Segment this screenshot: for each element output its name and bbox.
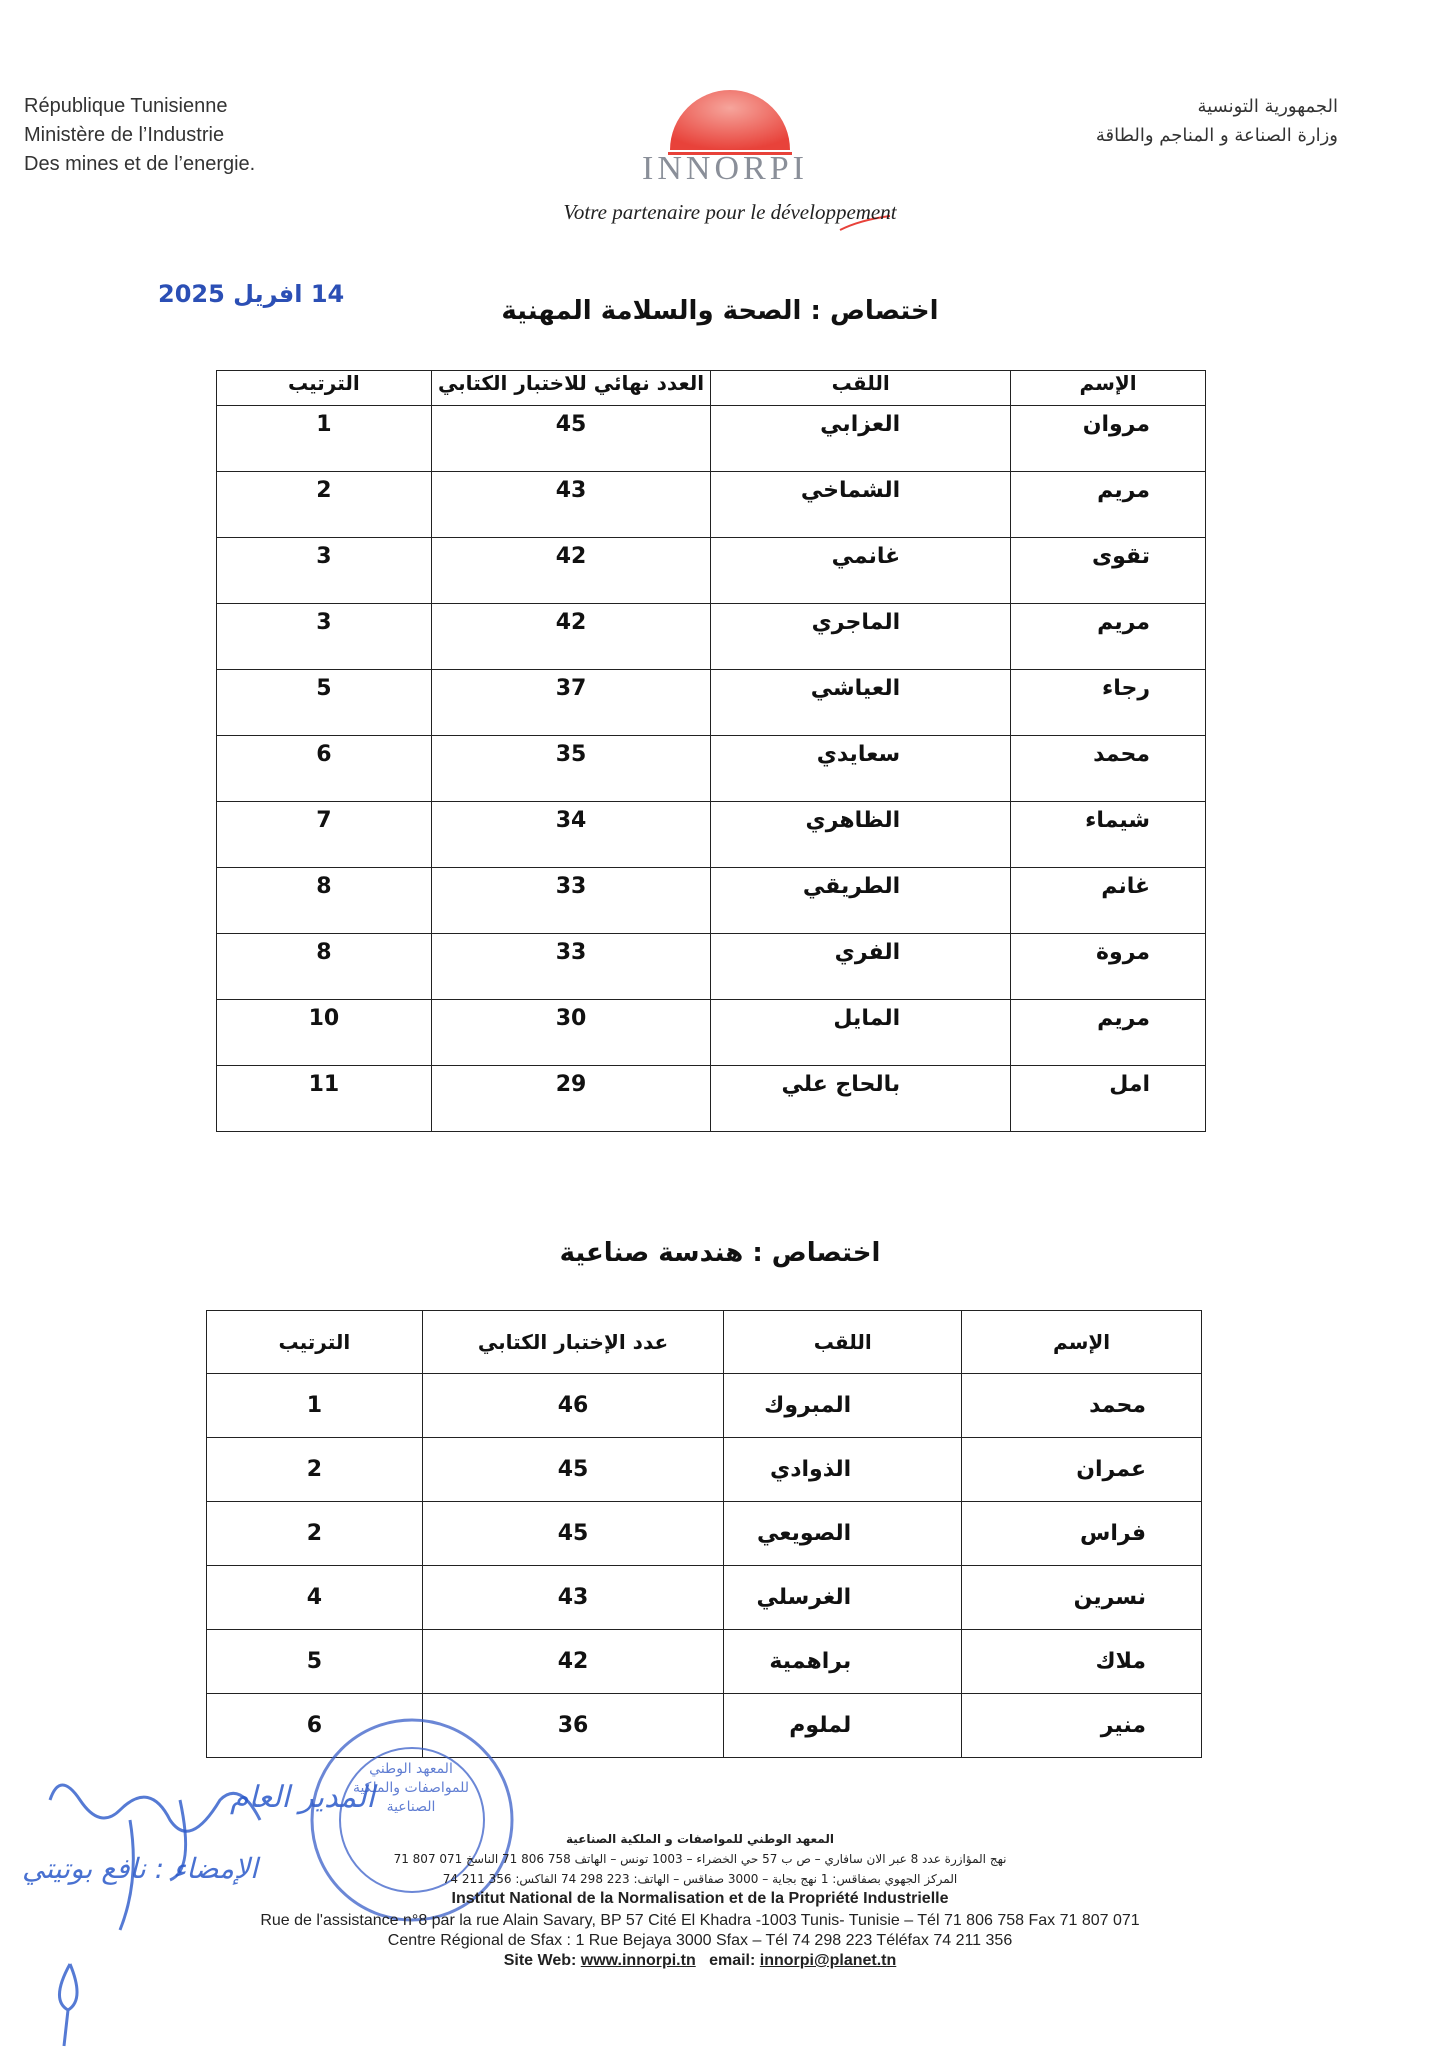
cell-last-name: الفري [711, 934, 1011, 1000]
cell-last-name: الشماخي [711, 472, 1011, 538]
cell-score: 35 [431, 736, 711, 802]
cell-rank: 7 [217, 802, 432, 868]
cell-score: 33 [431, 934, 711, 1000]
column-header: عدد الإختبار الكتابي [422, 1311, 724, 1374]
cell-score: 36 [422, 1694, 724, 1758]
cell-last-name: العزابي [711, 406, 1011, 472]
cell-score: 45 [431, 406, 711, 472]
email-label: email: [709, 1952, 756, 1969]
cell-last-name: سعايدي [711, 736, 1011, 802]
table-row [217, 868, 1206, 934]
cell-first-name: فراس [962, 1502, 1202, 1566]
signature-name: الإمضاء : نافع بوتيتي [22, 1852, 258, 1885]
site-link[interactable]: www.innorpi.tn [580, 1952, 696, 1969]
cell-last-name: الطريقي [711, 868, 1011, 934]
cell-last-name: لملوم [724, 1694, 962, 1758]
table-row [217, 538, 1206, 604]
cell-last-name: العياشي [711, 670, 1011, 736]
cell-first-name: امل [1011, 1066, 1206, 1132]
cell-last-name: غانمي [711, 538, 1011, 604]
footer-fr-line: Institut National de la Normalisation et de la Propriété Industrielle [451, 1890, 949, 1907]
brand-name: INNORPI [642, 150, 808, 187]
table-row [207, 1502, 1202, 1566]
cell-last-name: المايل [711, 1000, 1011, 1066]
cell-rank: 1 [207, 1374, 423, 1438]
table-row [217, 670, 1206, 736]
cell-first-name: منير [962, 1694, 1202, 1758]
cell-rank: 3 [217, 604, 432, 670]
cell-score: 29 [431, 1066, 711, 1132]
table-row [217, 934, 1206, 1000]
cell-last-name: براهمية [724, 1630, 962, 1694]
cell-first-name: مريم [1011, 604, 1206, 670]
cell-last-name: بالحاج علي [711, 1066, 1011, 1132]
footer-fr-line: Centre Régional de Sfax : 1 Rue Bejaya 3000 Sfax – Tél 74 298 223 Téléfax 74 211 356 [387, 1932, 1013, 1949]
table-row [207, 1630, 1202, 1694]
cell-first-name: مروة [1011, 934, 1206, 1000]
column-header: اللقب [724, 1311, 962, 1374]
header-ar-line: الجمهورية التونسية [1197, 96, 1338, 117]
cell-last-name: الذوادي [724, 1438, 962, 1502]
header-fr-line: Des mines et de l’energie. [24, 153, 256, 175]
header-ar-line: وزارة الصناعة و المناجم والطاقة [1095, 125, 1338, 146]
cell-first-name: رجاء [1011, 670, 1206, 736]
header-fr-line: Ministère de l’Industrie [24, 124, 225, 146]
cell-first-name: ملاك [962, 1630, 1202, 1694]
header-ar-block [1096, 92, 1338, 150]
table-row [217, 472, 1206, 538]
cell-last-name: الصويعي [724, 1502, 962, 1566]
cell-rank: 10 [217, 1000, 432, 1066]
cell-score: 43 [431, 472, 711, 538]
footer-contact [200, 1952, 1200, 1970]
cell-last-name: المبروك [724, 1374, 962, 1438]
cell-score: 42 [431, 538, 711, 604]
cell-first-name: مريم [1011, 472, 1206, 538]
cell-score: 37 [431, 670, 711, 736]
cell-score: 33 [431, 868, 711, 934]
table-header-row [207, 1311, 1202, 1374]
section2-title: اختصاص : هندسة صناعية [559, 1238, 881, 1268]
stamp-text: المعهد الوطني للمواصفات والملكية الصناعية [352, 1761, 470, 1815]
cell-rank: 2 [217, 472, 432, 538]
table-row [217, 736, 1206, 802]
initial-scribble-icon [40, 1960, 100, 2048]
cell-score: 45 [422, 1502, 724, 1566]
cell-rank: 2 [207, 1502, 423, 1566]
column-header: الترتيب [217, 371, 432, 406]
cell-first-name: محمد [962, 1374, 1202, 1438]
cell-score: 46 [422, 1374, 724, 1438]
document-date: 14 افريل 2025 [158, 280, 345, 308]
column-header: الإسم [962, 1311, 1202, 1374]
cell-last-name: الماجري [711, 604, 1011, 670]
brand-tagline: Votre partenaire pour le développement [563, 200, 897, 224]
table-row [217, 406, 1206, 472]
cell-rank: 5 [217, 670, 432, 736]
cell-last-name: الظاهري [711, 802, 1011, 868]
cell-rank: 3 [217, 538, 432, 604]
section2-table [206, 1310, 1202, 1758]
table-row [207, 1374, 1202, 1438]
footer-fr-line: Rue de l'assistance n°8 par la rue Alain Savary, BP 57 Cité El Khadra -1003 Tunis- Tunisie – Tél 71 806 758 Fax 71 807 071 [260, 1912, 1140, 1929]
footer-ar-line: المعهد الوطني للمواصفات و الملكية الصناعية [566, 1832, 834, 1846]
cell-score: 43 [422, 1566, 724, 1630]
cell-rank: 6 [207, 1694, 423, 1758]
cell-first-name: غانم [1011, 868, 1206, 934]
cell-rank: 11 [217, 1066, 432, 1132]
cell-first-name: مروان [1011, 406, 1206, 472]
cell-first-name: شيماء [1011, 802, 1206, 868]
signature-title: المدير العام [230, 1780, 375, 1815]
email-link[interactable]: innorpi@planet.tn [759, 1952, 897, 1969]
cell-rank: 5 [207, 1630, 423, 1694]
cell-first-name: عمران [962, 1438, 1202, 1502]
cell-rank: 1 [217, 406, 432, 472]
table-row [217, 1000, 1206, 1066]
table-row [207, 1438, 1202, 1502]
cell-score: 42 [422, 1630, 724, 1694]
column-header: العدد نهائي للاختبار الكتابي [431, 371, 711, 406]
cell-first-name: مريم [1011, 1000, 1206, 1066]
header-fr-line: République Tunisienne [24, 95, 228, 117]
cell-score: 45 [422, 1438, 724, 1502]
section1-title: اختصاص : الصحة والسلامة المهنية [501, 296, 939, 326]
section1-table [216, 370, 1206, 1132]
cell-last-name: الغرسلي [724, 1566, 962, 1630]
cell-first-name: محمد [1011, 736, 1206, 802]
table-header-row [217, 371, 1206, 406]
cell-score: 42 [431, 604, 711, 670]
cell-score: 30 [431, 1000, 711, 1066]
table-row [217, 1066, 1206, 1132]
cell-rank: 6 [217, 736, 432, 802]
column-header: الترتيب [207, 1311, 423, 1374]
cell-first-name: نسرين [962, 1566, 1202, 1630]
site-label: Site Web: [503, 1952, 577, 1969]
cell-rank: 8 [217, 868, 432, 934]
cell-score: 34 [431, 802, 711, 868]
cell-first-name: تقوى [1011, 538, 1206, 604]
table-row [217, 604, 1206, 670]
header-fr-block [24, 92, 255, 179]
column-header: اللقب [711, 371, 1011, 406]
table-row [207, 1566, 1202, 1630]
column-header: الإسم [1011, 371, 1206, 406]
cell-rank: 2 [207, 1438, 423, 1502]
table-row [217, 802, 1206, 868]
footer-ar-line: المركز الجهوي بصفاقس: 1 نهج بجاية – 3000 صفاقس – الهاتف: 223 298 74 الفاكس: 356 211 74 [442, 1872, 958, 1886]
cell-rank: 4 [207, 1566, 423, 1630]
cell-rank: 8 [217, 934, 432, 1000]
footer-ar-line: نهج المؤازرة عدد 8 عبر الان سافاري – ص ب 57 حي الخضراء – 1003 تونس – الهاتف 758 806 71 الناسخ 071 807 71 [393, 1852, 1007, 1866]
